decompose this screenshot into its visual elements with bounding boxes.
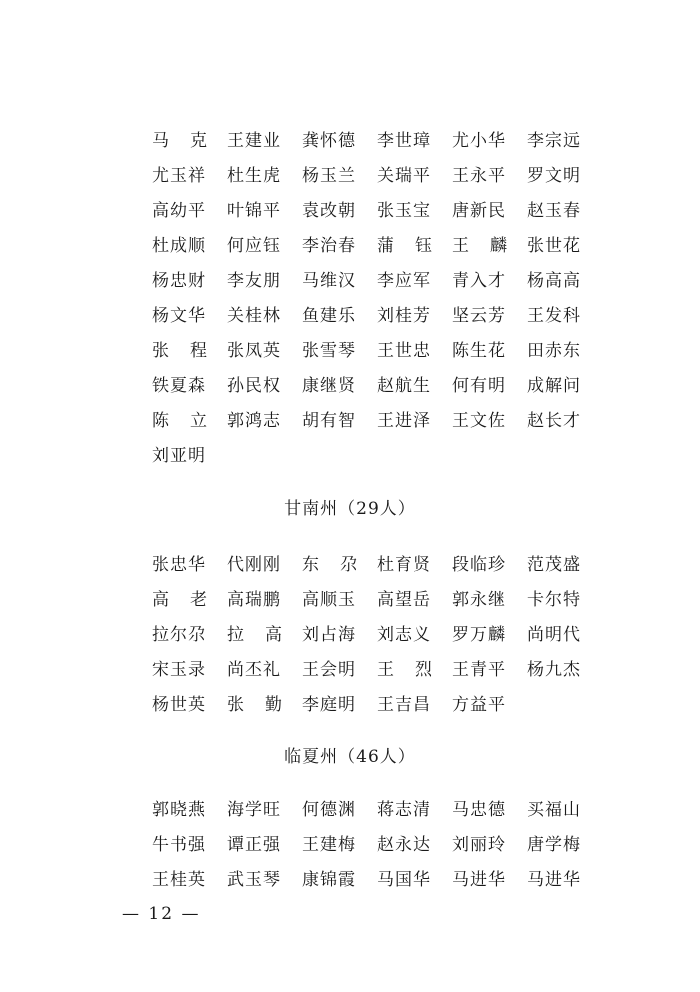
person-name: 尤玉祥 xyxy=(152,166,206,186)
person-name: 张忠华 xyxy=(152,555,206,575)
person-name: 王吉昌 xyxy=(377,695,431,715)
person-name: 杨玉兰 xyxy=(302,166,356,186)
person-name: 谭正强 xyxy=(227,835,281,855)
person-name: 唐学梅 xyxy=(527,835,581,855)
person-name: 叶锦平 xyxy=(227,201,281,221)
person-name: 王桂英 xyxy=(152,870,206,890)
person-name: 蒲 钰 xyxy=(377,236,433,256)
person-name: 马维汉 xyxy=(302,271,356,291)
person-name: 罗万麟 xyxy=(452,625,506,645)
person-name: 赵长才 xyxy=(527,411,581,431)
person-name: 王世忠 xyxy=(377,341,431,361)
person-name: 青入才 xyxy=(452,271,506,291)
person-name: 成解问 xyxy=(527,376,581,396)
person-name: 代刚刚 xyxy=(227,555,281,575)
person-name: 田赤东 xyxy=(527,341,581,361)
person-name: 张世花 xyxy=(527,236,581,256)
person-name: 杜育贤 xyxy=(377,555,431,575)
name-list-section-1 xyxy=(152,124,602,474)
person-name: 李宗远 xyxy=(527,131,581,151)
person-name: 鱼建乐 xyxy=(302,306,356,326)
person-name: 何应钰 xyxy=(227,236,281,256)
person-name: 王会明 xyxy=(302,660,356,680)
person-name: 段临珍 xyxy=(452,555,506,575)
person-name: 高望岳 xyxy=(377,590,431,610)
person-name: 高顺玉 xyxy=(302,590,356,610)
person-name: 罗文明 xyxy=(527,166,581,186)
person-name: 武玉琴 xyxy=(227,870,281,890)
person-name: 海学旺 xyxy=(227,800,281,820)
person-name: 王建梅 xyxy=(302,835,356,855)
person-name: 郭晓燕 xyxy=(152,800,206,820)
person-name: 郭永继 xyxy=(452,590,506,610)
person-name: 康锦霞 xyxy=(302,870,356,890)
person-name: 拉尔尕 xyxy=(152,625,206,645)
person-name: 李世璋 xyxy=(377,131,431,151)
person-name: 张雪琴 xyxy=(302,341,356,361)
person-name: 马 克 xyxy=(152,131,208,151)
person-name: 赵永达 xyxy=(377,835,431,855)
person-name: 王 麟 xyxy=(452,236,508,256)
person-name: 陈生花 xyxy=(452,341,506,361)
person-name: 刘丽玲 xyxy=(452,835,506,855)
section-heading-linxia: 临夏州（46人） xyxy=(284,747,416,767)
person-name: 李治春 xyxy=(302,236,356,256)
person-name: 高 老 xyxy=(152,590,208,610)
person-name: 关桂林 xyxy=(227,306,281,326)
person-name: 尚明代 xyxy=(527,625,581,645)
name-list-linxia xyxy=(152,793,602,898)
person-name: 郭鸿志 xyxy=(227,411,281,431)
person-name: 买福山 xyxy=(527,800,581,820)
person-name: 拉 高 xyxy=(227,625,283,645)
person-name: 张 勤 xyxy=(227,695,283,715)
person-name: 王永平 xyxy=(452,166,506,186)
person-name: 王进泽 xyxy=(377,411,431,431)
person-name: 关瑞平 xyxy=(377,166,431,186)
page-number: — 12 — xyxy=(122,904,201,924)
person-name: 王青平 xyxy=(452,660,506,680)
person-name: 卡尔特 xyxy=(527,590,581,610)
person-name: 胡有智 xyxy=(302,411,356,431)
person-name: 东 尕 xyxy=(302,555,358,575)
person-name: 张凤英 xyxy=(227,341,281,361)
person-name: 尚丕礼 xyxy=(227,660,281,680)
person-name: 张玉宝 xyxy=(377,201,431,221)
person-name: 李友朋 xyxy=(227,271,281,291)
person-name: 刘志义 xyxy=(377,625,431,645)
person-name: 何有明 xyxy=(452,376,506,396)
person-name: 高幼平 xyxy=(152,201,206,221)
person-name: 高瑞鹏 xyxy=(227,590,281,610)
person-name: 王发科 xyxy=(527,306,581,326)
person-name: 马进华 xyxy=(527,870,581,890)
person-name: 杨高高 xyxy=(527,271,581,291)
person-name: 孙民权 xyxy=(227,376,281,396)
person-name: 范茂盛 xyxy=(527,555,581,575)
person-name: 马忠德 xyxy=(452,800,506,820)
person-name: 王文佐 xyxy=(452,411,506,431)
person-name: 蒋志清 xyxy=(377,800,431,820)
person-name: 王建业 xyxy=(227,131,281,151)
person-name: 康继贤 xyxy=(302,376,356,396)
person-name: 宋玉录 xyxy=(152,660,206,680)
person-name: 王 烈 xyxy=(377,660,433,680)
person-name: 赵玉春 xyxy=(527,201,581,221)
person-name: 陈 立 xyxy=(152,411,208,431)
person-name: 方益平 xyxy=(452,695,506,715)
person-name: 杨文华 xyxy=(152,306,206,326)
person-name: 铁夏森 xyxy=(152,376,206,396)
person-name: 杜成顺 xyxy=(152,236,206,256)
person-name: 何德渊 xyxy=(302,800,356,820)
person-name: 马进华 xyxy=(452,870,506,890)
person-name: 张 程 xyxy=(152,341,208,361)
person-name: 杨世英 xyxy=(152,695,206,715)
person-name: 唐新民 xyxy=(452,201,506,221)
person-name: 袁改朝 xyxy=(302,201,356,221)
person-name: 龚怀德 xyxy=(302,131,356,151)
section-heading-gannan: 甘南州（29人） xyxy=(284,499,416,519)
name-list-gannan xyxy=(152,548,602,723)
person-name: 刘亚明 xyxy=(152,446,206,466)
person-name: 赵航生 xyxy=(377,376,431,396)
person-name: 刘占海 xyxy=(302,625,356,645)
person-name: 李庭明 xyxy=(302,695,356,715)
person-name: 杜生虎 xyxy=(227,166,281,186)
person-name: 坚云芳 xyxy=(452,306,506,326)
person-name: 李应军 xyxy=(377,271,431,291)
person-name: 马国华 xyxy=(377,870,431,890)
person-name: 杨九杰 xyxy=(527,660,581,680)
person-name: 牛书强 xyxy=(152,835,206,855)
person-name: 杨忠财 xyxy=(152,271,206,291)
person-name: 刘桂芳 xyxy=(377,306,431,326)
person-name: 尤小华 xyxy=(452,131,506,151)
